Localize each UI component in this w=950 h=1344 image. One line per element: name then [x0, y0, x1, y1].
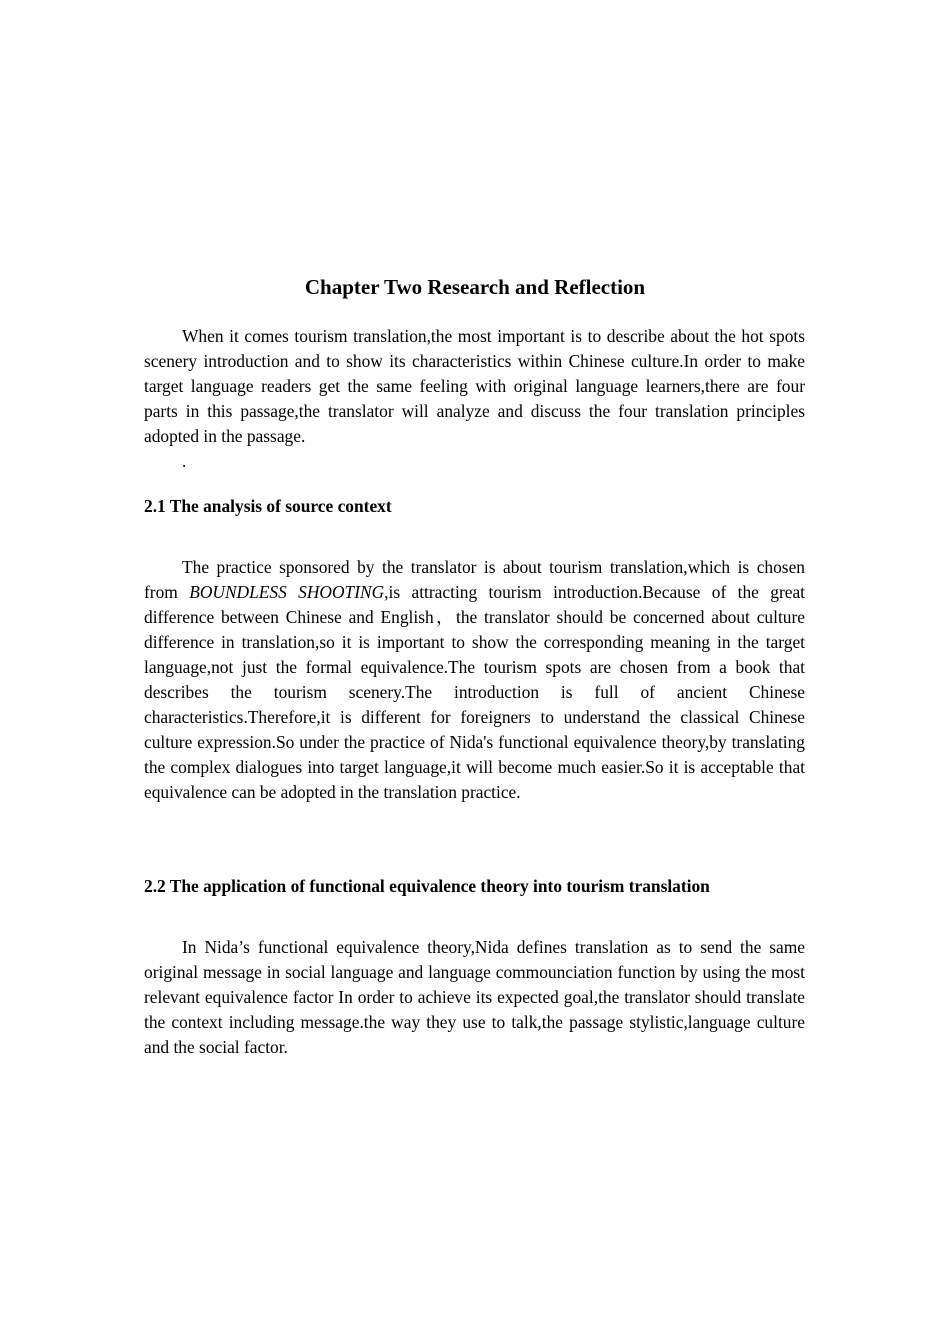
- paragraph-text-start: The practice sponsored by the translator is about tourism translation,which is chosen from: [144, 557, 805, 602]
- chapter-title: Chapter Two Research and Reflection: [304, 275, 646, 299]
- section-2-1-paragraph: [144, 555, 805, 805]
- stray-period: .: [182, 452, 187, 471]
- section-2-2-paragraph: In Nida’s functional equivalence theory,Nida defines translation as to send the same original message in social language and language commounciation function by using the most relevant equivalence factor In order to achieve its expected goal,the translator should translate the context including message.the way they use to talk,the passage stylistic,language culture and the social factor.: [144, 937, 805, 1057]
- book-title: BOUNDLESS SHOOTING: [189, 582, 385, 602]
- paragraph-text-end: ,is attracting tourism introduction.Because of the great difference between Chinese and English，the translator should be concerned about culture difference in translation,so it is important to show the corresponding meaning in the target language,not just the formal equivalence.The tourism spots are chosen from a book that describes the tourism scenery.The introduction is full of ancient Chinese characteristics.Therefore,it is different for foreigners to understand the classical Chinese culture expression.So under the practice of Nida's functional equivalence theory,by translating the complex dialogues into target language,it will become much easier.So it is acceptable that equivalence can be adopted in the translation practice.: [144, 582, 806, 802]
- section-heading-2-2: 2.2 The application of functional equivalence theory into tourism translation: [144, 876, 710, 896]
- intro-paragraph: When it comes tourism translation,the most important is to describe about the hot spots scenery introduction and to show its characteristics within Chinese culture.In order to make target language readers get the same feeling with original language learners,there are four parts in this passage,the translator will analyze and discuss the four translation principles adopted in the passage.: [144, 326, 805, 446]
- section-heading-2-1: 2.1 The analysis of source context: [144, 496, 392, 516]
